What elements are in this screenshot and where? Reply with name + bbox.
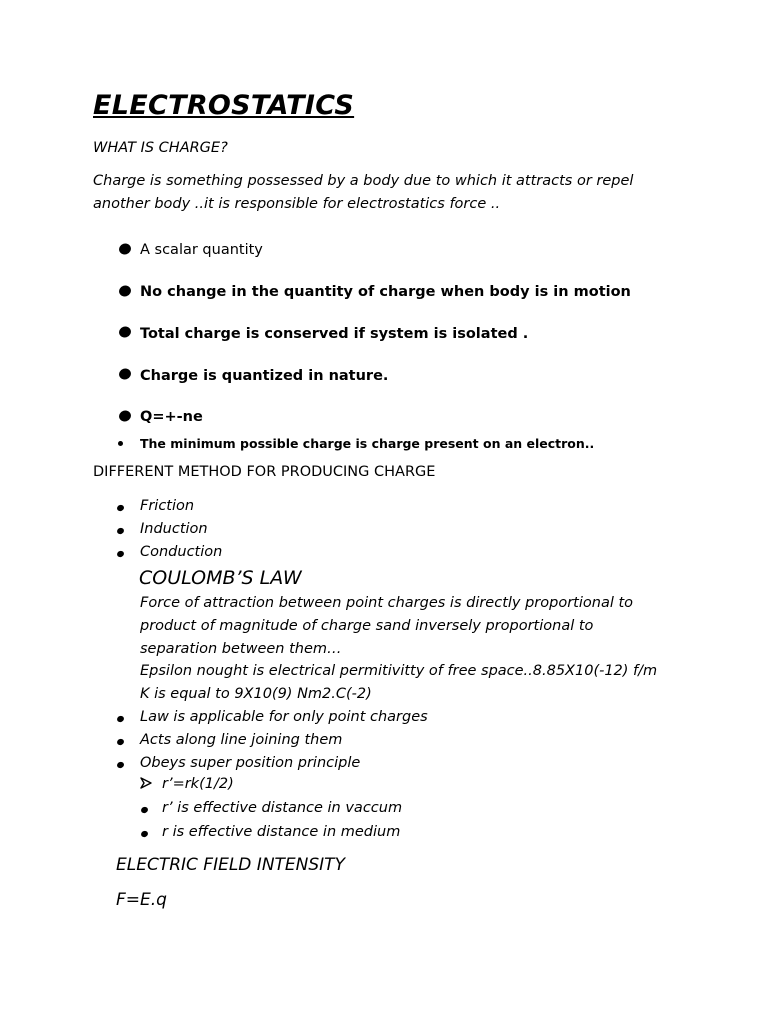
bullet-icon: [116, 738, 125, 746]
bullet-icon: [116, 504, 125, 512]
bullet-icon: [118, 242, 133, 256]
method-item: Induction: [140, 521, 208, 537]
property-item: Q=+-ne: [140, 409, 203, 425]
property-item: Total charge is conserved if system is isolated .: [140, 326, 529, 342]
methods-heading: DIFFERENT METHOD FOR PRODUCING CHARGE: [93, 464, 436, 480]
bullet-icon: [118, 441, 123, 446]
sub-point: r is effective distance in medium: [162, 824, 401, 840]
field-heading: ELECTRIC FIELD INTENSITY: [116, 855, 345, 875]
arrow-point: r’=rk(1/2): [162, 776, 234, 792]
bullet-icon: [116, 761, 125, 769]
coulomb-line: separation between them…: [140, 641, 342, 657]
document-title: ELECTROSTATICS: [93, 90, 355, 121]
bullet-icon: [118, 409, 133, 423]
coulomb-point: Acts along line joining them: [140, 732, 343, 748]
coulomb-line: Force of attraction between point charges is directly proportional to: [140, 595, 634, 611]
bullet-icon: [116, 550, 125, 558]
coulomb-point: Obeys super position principle: [140, 755, 361, 771]
coulomb-line: K is equal to 9X10(9) Nm2.C(-2): [140, 686, 372, 702]
definition-line-1: Charge is something possessed by a body due to which it attracts or repel: [93, 173, 634, 189]
property-item: A scalar quantity: [140, 242, 263, 258]
field-formula: F=E.q: [116, 890, 167, 910]
bullet-icon: [118, 367, 133, 381]
coulomb-line: product of magnitude of charge sand inversely proportional to: [140, 618, 594, 634]
definition-line-2: another body ..it is responsible for electrostatics force ..: [93, 196, 501, 212]
arrow-bullet-icon: [140, 777, 152, 793]
method-item: Conduction: [140, 544, 223, 560]
coulomb-point: Law is applicable for only point charges: [140, 709, 428, 725]
question-heading: WHAT IS CHARGE?: [93, 140, 228, 156]
coulomb-heading: COULOMB’S LAW: [139, 567, 302, 589]
bullet-icon: [118, 325, 133, 339]
bullet-icon: [118, 284, 133, 298]
coulomb-line: Epsilon nought is electrical permitivitty of free space..8.85X10(-12) f/m: [140, 663, 658, 679]
method-item: Friction: [140, 498, 195, 514]
bullet-icon: [116, 527, 125, 535]
bullet-icon: [140, 830, 149, 838]
minimum-charge-note: The minimum possible charge is charge present on an electron..: [140, 436, 595, 451]
sub-point: r’ is effective distance in vaccum: [162, 800, 403, 816]
property-item: No change in the quantity of charge when body is in motion: [140, 284, 631, 300]
bullet-icon: [140, 806, 149, 814]
property-item: Charge is quantized in nature.: [140, 368, 389, 384]
bullet-icon: [116, 715, 125, 723]
